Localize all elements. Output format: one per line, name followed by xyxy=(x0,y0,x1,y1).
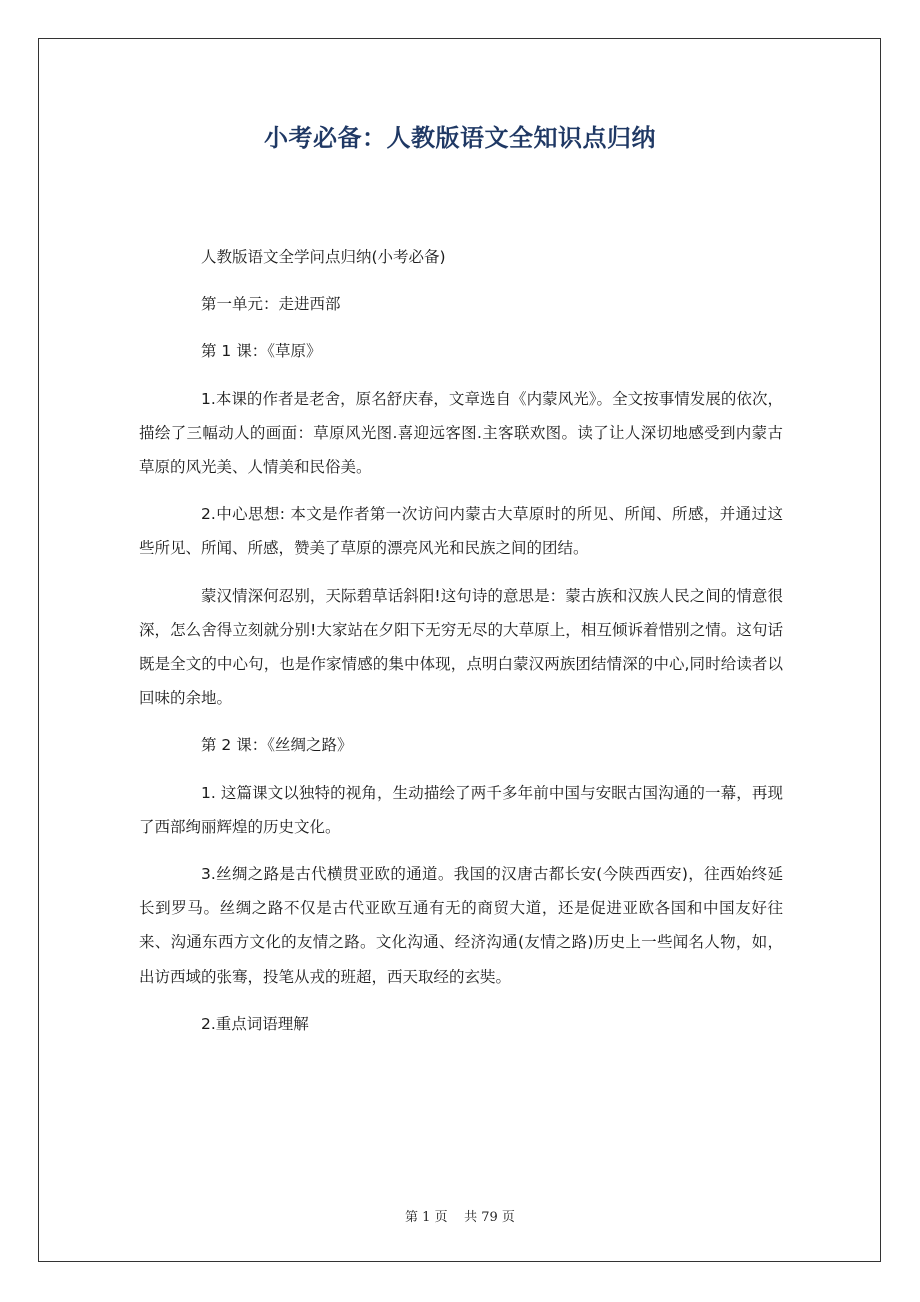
page-number: 第 1 页 xyxy=(405,1210,448,1225)
paragraph-lesson-1-heading: 第 1 课：《草原》 xyxy=(201,342,322,361)
paragraph-lesson-1-point-2: 2.中心思想: 本文是作者第一次访问内蒙古大草原时的所见、所闻、所感，并通过这些所见、所闻、所感，赞美了草原的漂亮风光和民族之间的团结。 xyxy=(139,505,783,558)
page-footer xyxy=(0,1206,920,1225)
paragraph-vocab-heading: 2.重点词语理解 xyxy=(201,1014,309,1033)
paragraph-unit-heading: 第一单元：走进西部 xyxy=(201,295,341,314)
paragraph-subtitle: 人教版语文全学问点归纳(小考必备) xyxy=(201,248,446,266)
paragraph-lesson-2-heading: 第 2 课：《丝绸之路》 xyxy=(201,736,353,755)
paragraph-lesson-2-point-3: 3.丝绸之路是古代横贯亚欧的通道。我国的汉唐古都长安(今陕西西安)，往西始终延长到罗马。丝绸之路不仅是古代亚欧互通有无的商贸大道，还是促进亚欧各国和中国友好往来、沟通东西方文化的友情之路。文化沟通、经济沟通(友情之路)历史上一些闻名人物，如，出访西域的张骞，投笔从戎的班超，西天取经的玄奘。 xyxy=(139,865,783,986)
page-total: 共 79 页 xyxy=(464,1210,515,1225)
paragraph-lesson-1-poem: 蒙汉情深何忍别，天际碧草话斜阳!这句诗的意思是：蒙古族和汉族人民之间的情意很深，怎么舍得立刻就分别!大家站在夕阳下无穷无尽的大草原上，相互倾诉着惜别之情。这句话既是全文的中心句，也是作家情感的集中体现，点明白蒙汉两族团结情深的中心,同时给读者以回味的余地。 xyxy=(139,586,783,708)
paragraph-lesson-1-point-1: 1.本课的作者是老舍，原名舒庆春，文章选自《内蒙风光》。全文按事情发展的依次，描绘了三幅动人的画面：草原风光图.喜迎远客图.主客联欢图。读了让人深切地感受到内蒙古草原的风光美、人情美和民俗美。 xyxy=(139,389,783,477)
document-title: 小考必备：人教版语文全知识点归纳 xyxy=(264,124,656,152)
document-body xyxy=(139,240,783,1054)
paragraph-lesson-2-point-1: 1. 这篇课文以独特的视角，生动描绘了两千多年前中国与安眠古国沟通的一幕，再现了西部绚丽辉煌的历史文化。 xyxy=(139,783,783,836)
